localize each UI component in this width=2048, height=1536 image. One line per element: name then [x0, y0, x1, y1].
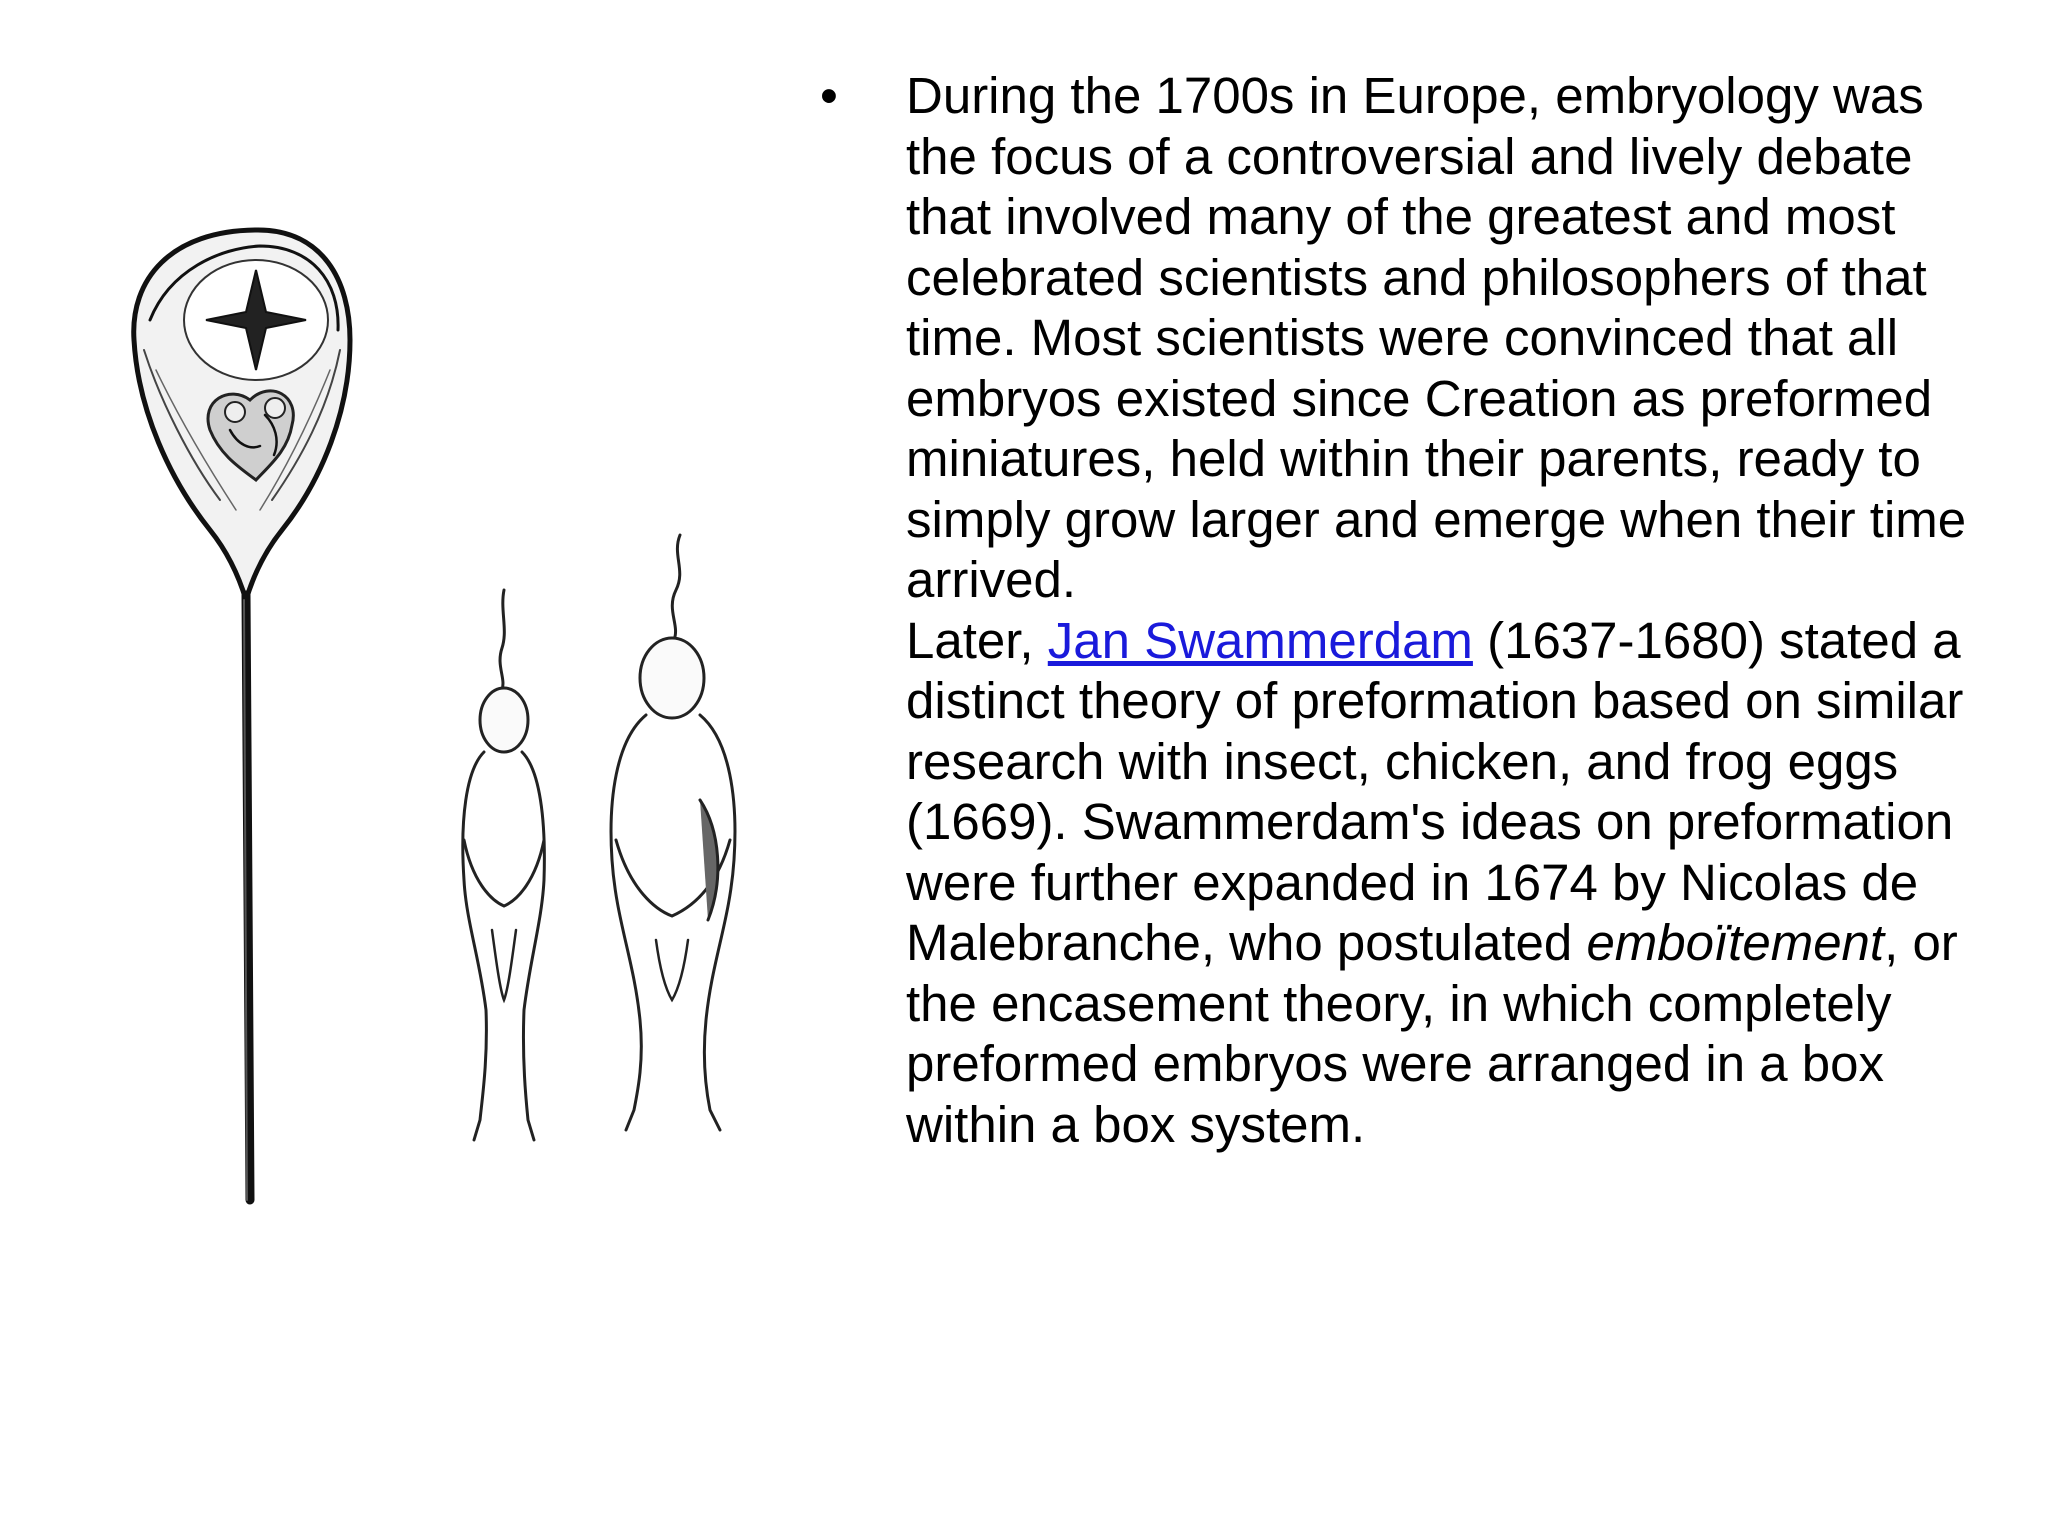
sperm-homunculus-drawing — [134, 230, 350, 1200]
emboitement-term: emboïtement — [1586, 914, 1885, 971]
homunculus-illustration — [60, 200, 800, 1260]
paragraph-after-link: (1637-1680) stated a distinct theory of preformation based on similar research with insect, chicken, and frog eggs (1669). Swammerdam's ideas on preformation were further expanded in 1674 by Nicolas de Malebranche, who postulated — [906, 611, 1964, 971]
jan-swammerdam-link[interactable]: Jan Swammerdam — [1047, 611, 1473, 669]
bullet-paragraph — [820, 66, 2000, 1155]
slide-text-block — [820, 66, 2000, 1155]
paragraph-later-prefix: Later, — [906, 611, 1048, 669]
paragraph-intro: During the 1700s in Europe, embryology was the focus of a controversial and lively debate that involved many of the greatest and most celebrated scientists and philosophers of that time. Most scientists were convinced that all embryos existed since Creation as preformed miniatures, held within their parents, ready to simply grow larger and emerge when their time arrived. — [906, 67, 1967, 608]
large-homunculus-drawing — [611, 535, 735, 1130]
small-homunculus-drawing — [463, 590, 545, 1140]
paragraph-ending: , or the encasement theory, in which completely preformed embryos were arranged in a box within a box system. — [906, 914, 1958, 1153]
bullet-marker: • — [820, 67, 838, 124]
